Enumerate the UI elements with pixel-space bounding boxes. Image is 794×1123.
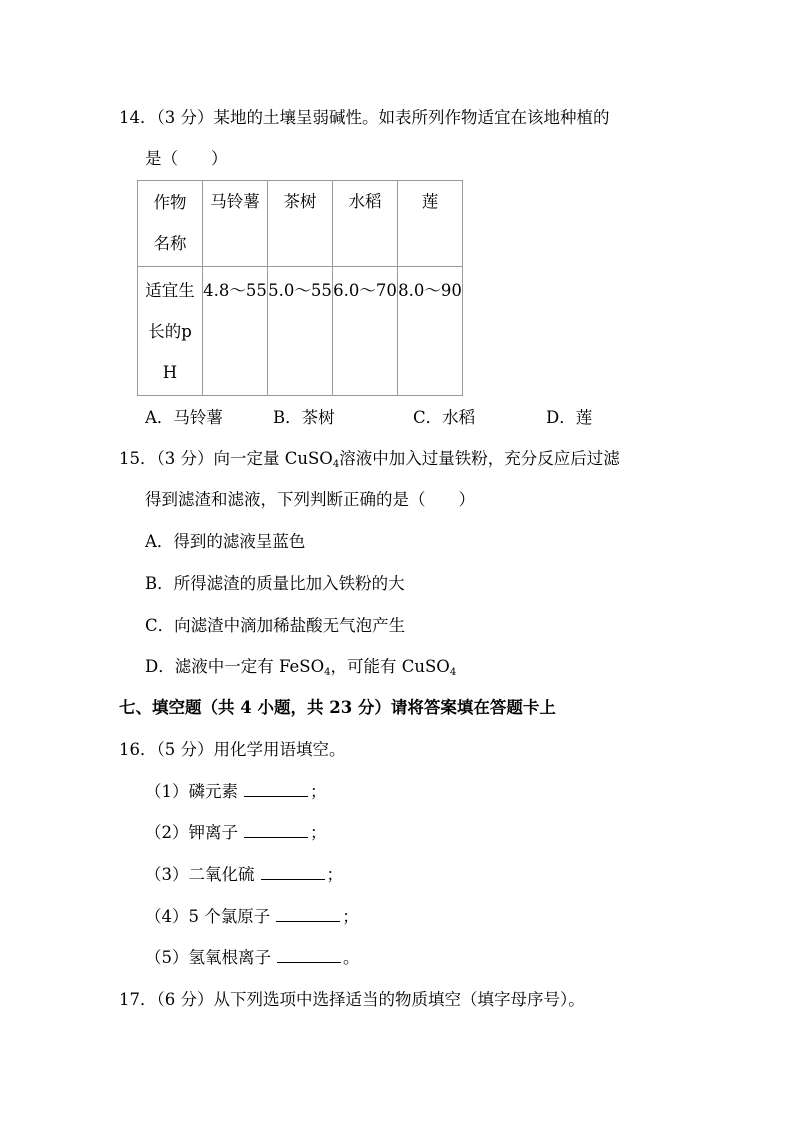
q16-item-1 [145,782,327,802]
q16-item-end: ； [326,865,343,884]
q15-stem-part2: 溶液中加入过量铁粉，充分反应后过滤 [339,449,620,468]
answer-blank[interactable] [244,823,308,838]
q14-stem-line1: 14．（3 分）某地的土壤呈弱碱性。如表所列作物适宜在该地种植的 [119,108,610,127]
crop-ph-table [137,180,463,396]
q16-item-end: 。 [343,948,360,967]
q16-item-3 [145,865,343,885]
table-header-cell: 莲 [398,181,463,267]
answer-blank[interactable] [261,865,325,880]
q16-item-label: （4）5 个氯原子 [145,907,271,926]
q15-option-d-subscript1: 4 [324,667,331,678]
q15-option-d-part2: ，可能有 CuSO [330,657,450,676]
q16-item-2 [145,823,327,843]
q14-option-d[interactable]: D．莲 [546,408,593,427]
q16-item-4 [145,907,359,927]
q14-stem-line2: 是（ ） [145,149,228,168]
answer-blank[interactable] [276,907,340,922]
table-cell: 4.8～55 [203,267,268,396]
q15-option-b[interactable]: B．所得滤渣的质量比加入铁粉的大 [145,574,405,593]
q16-item-end: ； [342,907,359,926]
q16-item-end: ； [310,782,327,801]
answer-blank[interactable] [244,782,308,797]
answer-blank[interactable] [277,948,341,963]
table-cell: 8.0～90 [398,267,463,396]
section-heading: 七、填空题（共 4 小题，共 23 分）请将答案填在答题卡上 [119,698,556,717]
table-row [138,267,463,396]
q17-stem: 17．（6 分）从下列选项中选择适当的物质填空（填字母序号）。 [119,990,585,1009]
q14-option-c[interactable]: C．水稻 [413,408,476,427]
table-header-cell: 茶树 [268,181,333,267]
q15-option-d[interactable] [145,657,456,677]
q15-option-d-subscript2: 4 [449,667,457,678]
table-header-cell: 作物名称 [138,181,203,267]
q16-item-label: （5）氢氧根离子 [145,948,271,967]
q15-option-d-part1: D．滤液中一定有 FeSO [145,657,325,676]
table-header-cell: 水稻 [333,181,398,267]
q14-option-b[interactable]: B．茶树 [273,408,335,427]
q16-stem: 16．（5 分）用化学用语填空。 [119,740,346,759]
table-cell: 6.0～70 [333,267,398,396]
q16-item-end: ； [310,823,327,842]
table-cell: 适宜生长的pH [138,267,203,396]
q15-stem-subscript: 4 [332,459,340,470]
q15-stem-part1: 15．（3 分）向一定量 CuSO [119,449,333,468]
table-header-cell: 马铃薯 [203,181,268,267]
table-row [138,181,463,267]
q16-item-label: （2）钾离子 [145,823,238,842]
q16-item-5 [145,948,360,968]
q15-option-a[interactable]: A．得到的滤液呈蓝色 [145,532,306,551]
q14-option-a[interactable]: A．马铃薯 [145,408,223,427]
q16-item-label: （3）二氧化硫 [145,865,255,884]
q16-item-label: （1）磷元素 [145,782,238,801]
q15-stem-line2: 得到滤渣和滤液，下列判断正确的是（ ） [145,490,475,509]
table-cell: 5.0～55 [268,267,333,396]
q15-option-c[interactable]: C．向滤渣中滴加稀盐酸无气泡产生 [145,616,406,635]
q15-stem-line1 [119,449,620,469]
